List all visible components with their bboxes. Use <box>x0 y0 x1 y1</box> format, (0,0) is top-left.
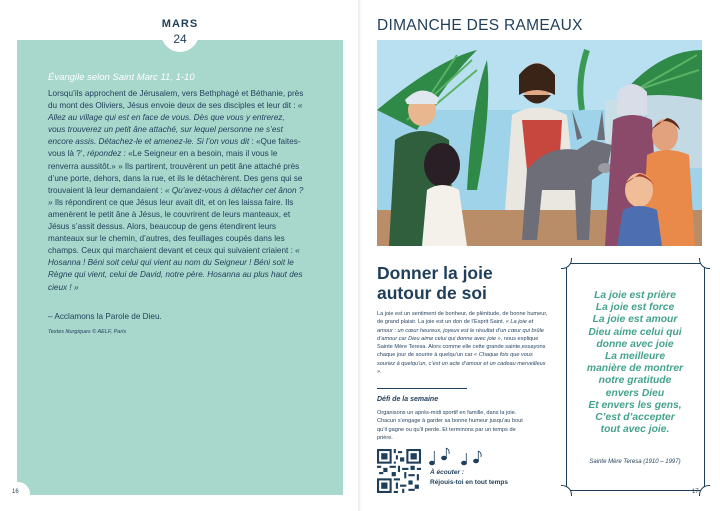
gospel-text-segment: Ils répondirent ce que Jésus leur avait dit, et on les laissa faire. Ils amenèrent le petit âne à Jésus, le couvrirent de leurs manteaux, et Jésus s’assit dessus. Alors, beaucoup de gens étendirent leurs manteaux sur le chemin, d’autres, des feuillages coupés dans les champs. Ceux qui marchaient devant et ceux qui suivaient criaient : <box>48 197 296 256</box>
qr-code-icon[interactable] <box>377 449 421 493</box>
quote-line: tout avec joie. <box>600 424 670 436</box>
quote-line: notre gratitude <box>598 375 672 387</box>
date-month: MARS <box>161 18 199 30</box>
quote-box-corner <box>561 485 572 496</box>
gospel-source: Évangile selon Saint Marc 11, 1-10 <box>48 72 195 83</box>
page-title: DIMANCHE DES RAMEAUX <box>377 17 583 34</box>
quote-line: Et envers les gens, <box>588 399 682 411</box>
music-notes-icon <box>428 446 488 468</box>
gospel-text-segment: « Qu’avez-vous à détacher cet ânon ? » <box>48 185 304 207</box>
body-text-segment: . <box>380 369 382 376</box>
closing-line: – Acclamons la Parole de Dieu. <box>48 312 162 321</box>
quote-box <box>566 263 705 491</box>
quote-line: La joie est prière <box>594 290 676 301</box>
listen-label: À écouter : <box>430 469 464 476</box>
body-text-segment: La joie est un sentiment de bonheur, de plénitude, de bonne humeur, de grand plaisir. La joie est un don de l’Esprit Saint. <box>377 311 548 326</box>
gospel-text-segment: Lorsqu’ils approchent de Jérusalem, vers Bethphagé et Béthanie, près du mont des Oliviers, Jésus envoie deux de ses disciples et leur dit : <box>48 89 304 111</box>
gospel-text-segment: répondez : <box>87 149 129 159</box>
body-text-segment: « La joie et amour : un cœur heureux, joyeux est le résultat d’un cœur qui brûle d’amour car Dieu aime celui qui donne avec joie » <box>377 319 544 342</box>
quote-text <box>573 290 697 436</box>
palm-sunday-illustration <box>377 40 702 246</box>
listen-song-title: Réjouis-toi en tout temps <box>430 479 508 486</box>
challenge-text: Organisons un après-midi sportif en famille, dans la joie. Chacun s’engage à garder sa bonne humeur jusqu’au bout qu’il gagne ou qu’il perde. Et terminons par un temps de prière. <box>377 410 523 441</box>
gutter <box>358 0 362 511</box>
gospel-text-segment: « Allez au village qui est en face de vous. Dès que vous y entrerez, vous trouverez un petit âne attaché, sur lequel personne ne s’est encore assis. Détachez-le et amenez-le. Si l’on vous dit <box>48 101 303 147</box>
date-day: 24 <box>161 32 199 52</box>
quote-line: La meilleure <box>604 351 666 363</box>
body-text-segment: , nous explique Sainte Mère Teresa. Alors comme elle cette grande sainte,essayons chaque jour de sourire à quelqu’un car <box>377 335 546 359</box>
body-text-segment: « Chaque fois que vous souriez à quelqu’un, c’est un acte d’amour et un cadeau merveilleux » <box>377 352 546 376</box>
gospel-text-segment: «Le Seigneur en a besoin, mais il vous le renverra aussitôt.» » Ils partirent, trouvèrent un petit âne attaché près d’une porte, dehors, dans la rue, et ils le détachèrent. Des gens qui se trouvaient là leur demandaient : <box>48 149 303 195</box>
page-number-right: 17 <box>692 489 699 495</box>
gospel-text <box>48 88 304 294</box>
quote-line: manière de montrer <box>586 363 684 375</box>
body-text <box>377 310 549 376</box>
quote-line: envers Dieu <box>605 387 665 399</box>
gospel-text-segment: : «Que faites-vous là ?’, <box>48 137 301 159</box>
section-title: Donner la joie autour de soi <box>377 263 493 303</box>
quote-author: Sainte Mère Teresa (1910 – 1997) <box>589 459 681 465</box>
quote-line: donne avec joie <box>596 338 674 350</box>
quote-box-corner <box>699 485 710 496</box>
quote-line: La joie est amour <box>592 314 678 326</box>
liturgical-credit: Textes liturgiques © AELF, Paris <box>48 329 127 335</box>
divider <box>377 388 467 389</box>
challenge-title: Défi de la semaine <box>377 396 439 403</box>
gospel-text-segment: « Hosanna ! Béni soit celui qui vient au nom du Seigneur ! Béni soit le Règne qui vient, celui de David, notre père. Hosanna au plus haut des cieux ! » <box>48 246 303 292</box>
quote-line: C’est d’accepter <box>595 412 675 424</box>
date-header <box>150 18 210 46</box>
quote-line: Dieu aime celui qui <box>588 326 682 338</box>
quote-line: La joie est force <box>595 302 675 314</box>
page-number-left: 16 <box>6 482 30 502</box>
